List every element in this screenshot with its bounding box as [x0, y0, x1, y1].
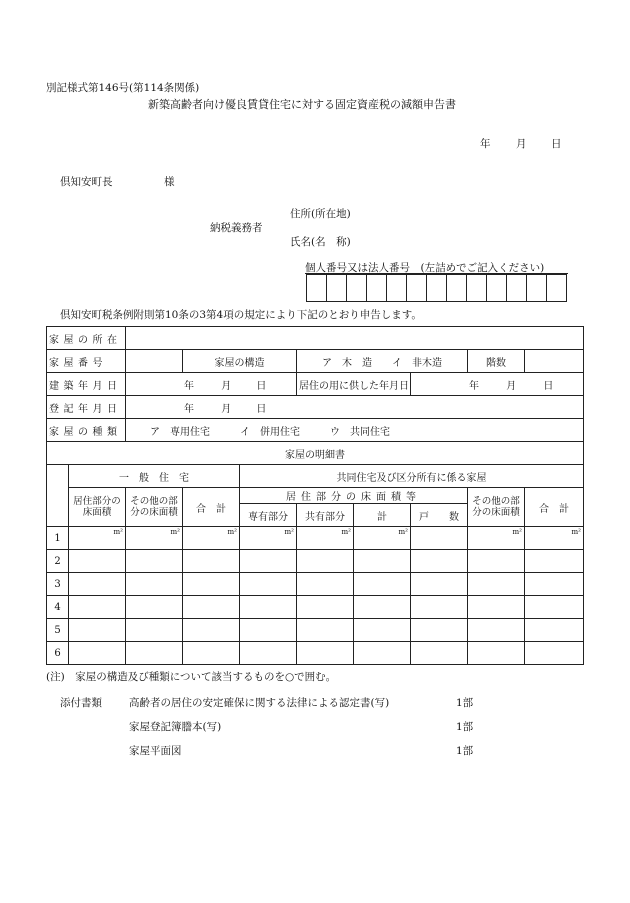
addressee-honorific: 様 — [164, 176, 175, 188]
cell[interactable] — [240, 596, 297, 619]
shared-header: 共同住宅及び区分所有に係る家屋 — [240, 465, 584, 488]
col-sum: 計 — [354, 504, 411, 527]
cell[interactable] — [183, 573, 240, 596]
cell[interactable] — [126, 573, 183, 596]
cell[interactable]: m² — [354, 527, 411, 550]
table-row — [47, 550, 584, 573]
number-label: 家屋番号 — [47, 350, 126, 373]
cell[interactable] — [525, 596, 584, 619]
built-month: 月 — [221, 380, 232, 392]
col-units: 戸 数 — [411, 504, 468, 527]
digit-box[interactable] — [307, 275, 327, 302]
digit-box[interactable] — [427, 275, 447, 302]
cell[interactable] — [240, 619, 297, 642]
attachment-name: 高齢者の居住の安定確保に関する法律による認定書(写) — [129, 697, 390, 709]
digit-box[interactable] — [487, 275, 507, 302]
floors-field[interactable] — [525, 350, 584, 373]
cell[interactable]: m² — [126, 527, 183, 550]
attachments-label: 添付書類 — [60, 697, 102, 709]
row-number: 3 — [47, 573, 69, 596]
cell[interactable] — [297, 619, 354, 642]
cell[interactable] — [525, 573, 584, 596]
cell[interactable]: m² — [69, 527, 126, 550]
table-row — [47, 573, 584, 596]
location-field[interactable] — [126, 327, 584, 350]
cell[interactable] — [354, 642, 411, 665]
cell[interactable] — [183, 619, 240, 642]
cell[interactable] — [183, 596, 240, 619]
taxpayer-label: 納税義務者 — [210, 222, 263, 234]
cell[interactable] — [183, 550, 240, 573]
occupied-year: 年 — [469, 380, 479, 392]
table-row — [47, 596, 584, 619]
note: (注) 家屋の構造及び種類について該当するものを○で囲む。 — [46, 671, 337, 683]
cell[interactable]: m² — [468, 527, 525, 550]
attachment-name: 家屋登記簿謄本(写) — [129, 721, 222, 733]
cell[interactable] — [240, 642, 297, 665]
built-day: 日 — [256, 380, 267, 392]
built-year: 年 — [184, 380, 194, 392]
occupied-day: 日 — [543, 380, 554, 392]
cell[interactable] — [126, 550, 183, 573]
cell[interactable]: m² — [183, 527, 240, 550]
cell[interactable] — [126, 619, 183, 642]
col-residential-floor: 居住部分の床面積 — [69, 488, 126, 527]
cell[interactable] — [69, 550, 126, 573]
cell[interactable]: m² — [297, 527, 354, 550]
number-field[interactable] — [126, 350, 183, 373]
col-common: 共有部分 — [297, 504, 354, 527]
digit-box[interactable] — [547, 275, 567, 302]
cell[interactable] — [240, 550, 297, 573]
type-options[interactable]: ア 専用住宅 イ 併用住宅 ウ 共同住宅 — [126, 419, 584, 442]
cell[interactable] — [411, 596, 468, 619]
detail-title: 家屋の明細書 — [47, 442, 584, 465]
address-label: 住所(所在地) — [290, 208, 351, 220]
attachment-count: 1部 — [456, 697, 474, 709]
attachment-count: 1部 — [456, 745, 474, 757]
residential-area-header: 居住部分の床面積等 — [240, 488, 468, 504]
col-other-floor-2: その他の部分の床面積 — [468, 488, 525, 527]
cell[interactable] — [525, 550, 584, 573]
name-label: 氏名(名 称) — [290, 236, 351, 248]
intro-text: 倶知安町税条例附則第10条の3第4項の規定により下記のとおり申告します。 — [60, 309, 422, 321]
cell[interactable] — [69, 619, 126, 642]
date-year-label: 年 — [480, 138, 491, 150]
registered-label: 登記年月日 — [47, 396, 126, 419]
cell[interactable] — [411, 619, 468, 642]
structure-label: 家屋の構造 — [183, 350, 297, 373]
registered-year: 年 — [184, 403, 194, 415]
cell[interactable] — [354, 573, 411, 596]
row-number: 1 — [47, 527, 69, 550]
row-number: 4 — [47, 596, 69, 619]
cell[interactable] — [297, 642, 354, 665]
cell[interactable]: m² — [240, 527, 297, 550]
col-total: 合 計 — [183, 488, 240, 527]
cell[interactable] — [69, 596, 126, 619]
id-number-boxes[interactable] — [306, 274, 567, 302]
cell[interactable] — [69, 642, 126, 665]
built-label: 建築年月日 — [47, 373, 126, 396]
cell[interactable] — [126, 596, 183, 619]
col-private: 専有部分 — [240, 504, 297, 527]
cell[interactable] — [354, 550, 411, 573]
table-row — [47, 619, 584, 642]
floors-label: 階数 — [468, 350, 525, 373]
cell[interactable] — [69, 573, 126, 596]
cell[interactable] — [411, 573, 468, 596]
cell[interactable] — [240, 573, 297, 596]
cell[interactable] — [411, 550, 468, 573]
digit-box[interactable] — [407, 275, 427, 302]
row-number: 6 — [47, 642, 69, 665]
occupied-date-field[interactable] — [411, 373, 584, 396]
digit-box[interactable] — [367, 275, 387, 302]
cell[interactable] — [126, 642, 183, 665]
registered-day: 日 — [256, 403, 267, 415]
cell[interactable] — [525, 642, 584, 665]
cell[interactable] — [354, 619, 411, 642]
date-month-label: 月 — [516, 138, 527, 150]
attachment-name: 家屋平面図 — [129, 745, 182, 757]
digit-box[interactable] — [327, 275, 347, 302]
cell[interactable] — [411, 527, 468, 550]
structure-options[interactable]: ア 木 造 イ 非木造 — [297, 350, 468, 373]
row-number: 5 — [47, 619, 69, 642]
cell[interactable] — [468, 573, 525, 596]
occupied-month: 月 — [506, 380, 517, 392]
cell[interactable] — [183, 642, 240, 665]
digit-box[interactable] — [467, 275, 487, 302]
registered-month: 月 — [221, 403, 232, 415]
date-day-label: 日 — [551, 138, 562, 150]
general-header: 一 般 住 宅 — [69, 465, 240, 488]
digit-box[interactable] — [507, 275, 527, 302]
id-number-label: 個人番号又は法人番号 (左詰めでご記入ください) — [305, 262, 545, 274]
location-label: 家屋の所在 — [47, 327, 126, 350]
cell[interactable] — [525, 619, 584, 642]
digit-box[interactable] — [387, 275, 407, 302]
digit-box[interactable] — [447, 275, 467, 302]
digit-box[interactable] — [347, 275, 367, 302]
cell[interactable] — [468, 596, 525, 619]
row-number-header — [47, 465, 69, 527]
detail-table — [46, 326, 584, 665]
cell[interactable] — [411, 642, 468, 665]
addressee: 倶知安町長 — [60, 176, 113, 188]
cell[interactable] — [297, 596, 354, 619]
type-label: 家屋の種類 — [47, 419, 126, 442]
built-date-field[interactable] — [126, 373, 297, 396]
registered-date-field[interactable] — [126, 396, 584, 419]
cell[interactable] — [297, 573, 354, 596]
form-number: 別記様式第146号(第114条関係) — [46, 82, 200, 94]
occupied-label: 居住の用に供した年月日 — [297, 373, 411, 396]
row-number: 2 — [47, 550, 69, 573]
table-row — [47, 527, 584, 550]
cell[interactable] — [354, 596, 411, 619]
digit-box[interactable] — [527, 275, 547, 302]
attachment-count: 1部 — [456, 721, 474, 733]
cell[interactable] — [468, 642, 525, 665]
form-title: 新築高齢者向け優良賃貸住宅に対する固定資産税の減額申告書 — [148, 98, 456, 111]
cell[interactable]: m² — [525, 527, 584, 550]
cell[interactable] — [297, 550, 354, 573]
col-total-2: 合 計 — [525, 488, 584, 527]
col-other-floor: その他の部分の床面積 — [126, 488, 183, 527]
table-row — [47, 642, 584, 665]
cell[interactable] — [468, 550, 525, 573]
cell[interactable] — [468, 619, 525, 642]
